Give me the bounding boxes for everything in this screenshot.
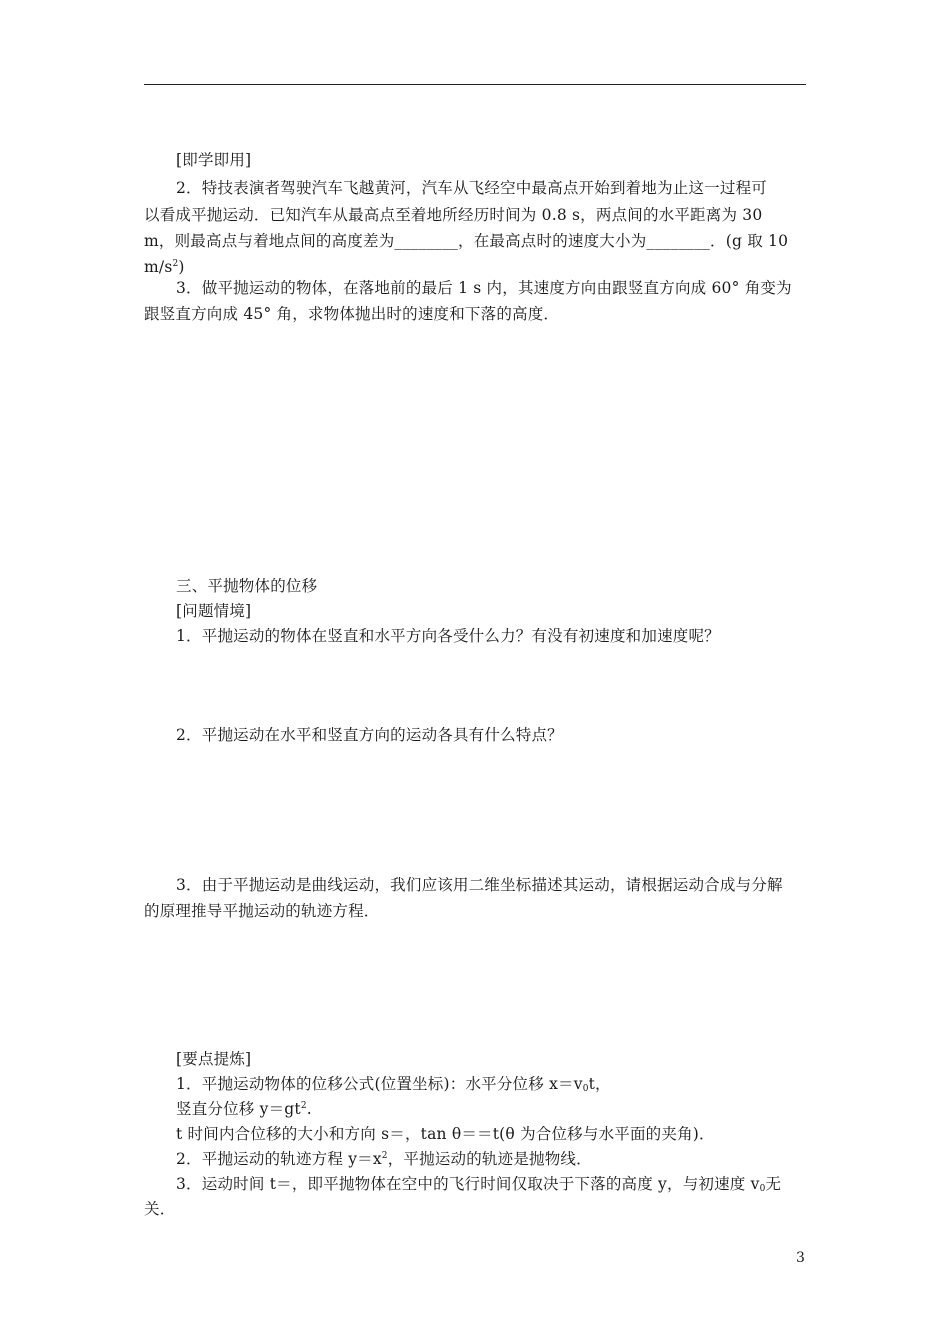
situation-question-1: 1．平抛运动的物体在竖直和水平方向各受什么力？有没有初速度和加速度呢？	[176, 627, 720, 645]
section-heading-situation: [问题情境]	[176, 602, 252, 620]
header-rule	[144, 84, 806, 85]
situation-question-3-line-2: 的原理推导平抛运动的轨迹方程．	[144, 902, 380, 920]
keypoint-2-tail: ，平抛运动的轨迹是抛物线．	[387, 1150, 592, 1168]
section-heading-practice: [即学即用]	[176, 151, 252, 169]
closing-paren: )	[178, 258, 185, 276]
keypoint-1	[176, 1074, 806, 1094]
keypoint-3-text: 3．运动时间 t＝，即平抛物体在空中的飞行时间仅取决于下落的高度 y，与初速度 v	[176, 1175, 760, 1193]
question-2-line-2: 以看成平抛运动．已知汽车从最高点至着地所经历时间为 0.8 s，两点间的水平距离为 30	[144, 206, 763, 224]
situation-question-3-line-1: 3．由于平抛运动是曲线运动，我们应该用二维坐标描述其运动，请根据运动合成与分解	[176, 876, 783, 894]
vertical-tail: .	[306, 1100, 312, 1118]
superscript: 2	[381, 1151, 388, 1161]
vertical-text: 竖直分位移 y＝gt	[176, 1100, 301, 1118]
superscript: 2	[300, 1101, 307, 1111]
keypoint-3-end: 关．	[144, 1200, 176, 1218]
keypoint-1-text: 1．平抛运动物体的位移公式(位置坐标)：水平分位移 x＝v	[176, 1075, 583, 1093]
question-2-line-1: 2．特技表演者驾驶汽车飞越黄河，汽车从飞经空中最高点开始到着地为止这一过程可	[176, 179, 767, 197]
subscript: 0	[759, 1184, 766, 1194]
keypoint-1-tail: t，	[588, 1075, 611, 1093]
keypoint-2-text: 2．平抛运动的轨迹方程 y＝x	[176, 1150, 382, 1168]
situation-question-2: 2．平抛运动在水平和竖直方向的运动各具有什么特点？	[176, 726, 563, 744]
page-number: 3	[796, 1250, 805, 1266]
section-title: 三、平抛物体的位移	[176, 577, 318, 595]
unit-text: m/s	[144, 258, 173, 276]
subscript: 0	[582, 1084, 589, 1094]
keypoint-2	[176, 1149, 806, 1169]
question-2-line-4	[144, 257, 806, 277]
superscript: 2	[172, 259, 179, 269]
question-2-line-3: m，则最高点与着地点间的高度差为________，在最高点时的速度大小为________．(g 取 10	[144, 232, 789, 250]
question-3-line-2: 跟竖直方向成 45° 角，求物体抛出时的速度和下落的高度．	[144, 305, 560, 323]
section-heading-keypoints: [要点提炼]	[176, 1050, 252, 1068]
keypoint-1-resultant: t 时间内合位移的大小和方向 s＝，tan θ＝＝t(θ 为合位移与水平面的夹角)．	[176, 1125, 715, 1143]
keypoint-3-tail: 无	[765, 1175, 782, 1193]
question-3-line-1: 3．做平抛运动的物体，在落地前的最后 1 s 内，其速度方向由跟竖直方向成 60° 角变为	[176, 279, 792, 297]
keypoint-3	[176, 1174, 806, 1194]
keypoint-1-vertical	[176, 1099, 806, 1119]
